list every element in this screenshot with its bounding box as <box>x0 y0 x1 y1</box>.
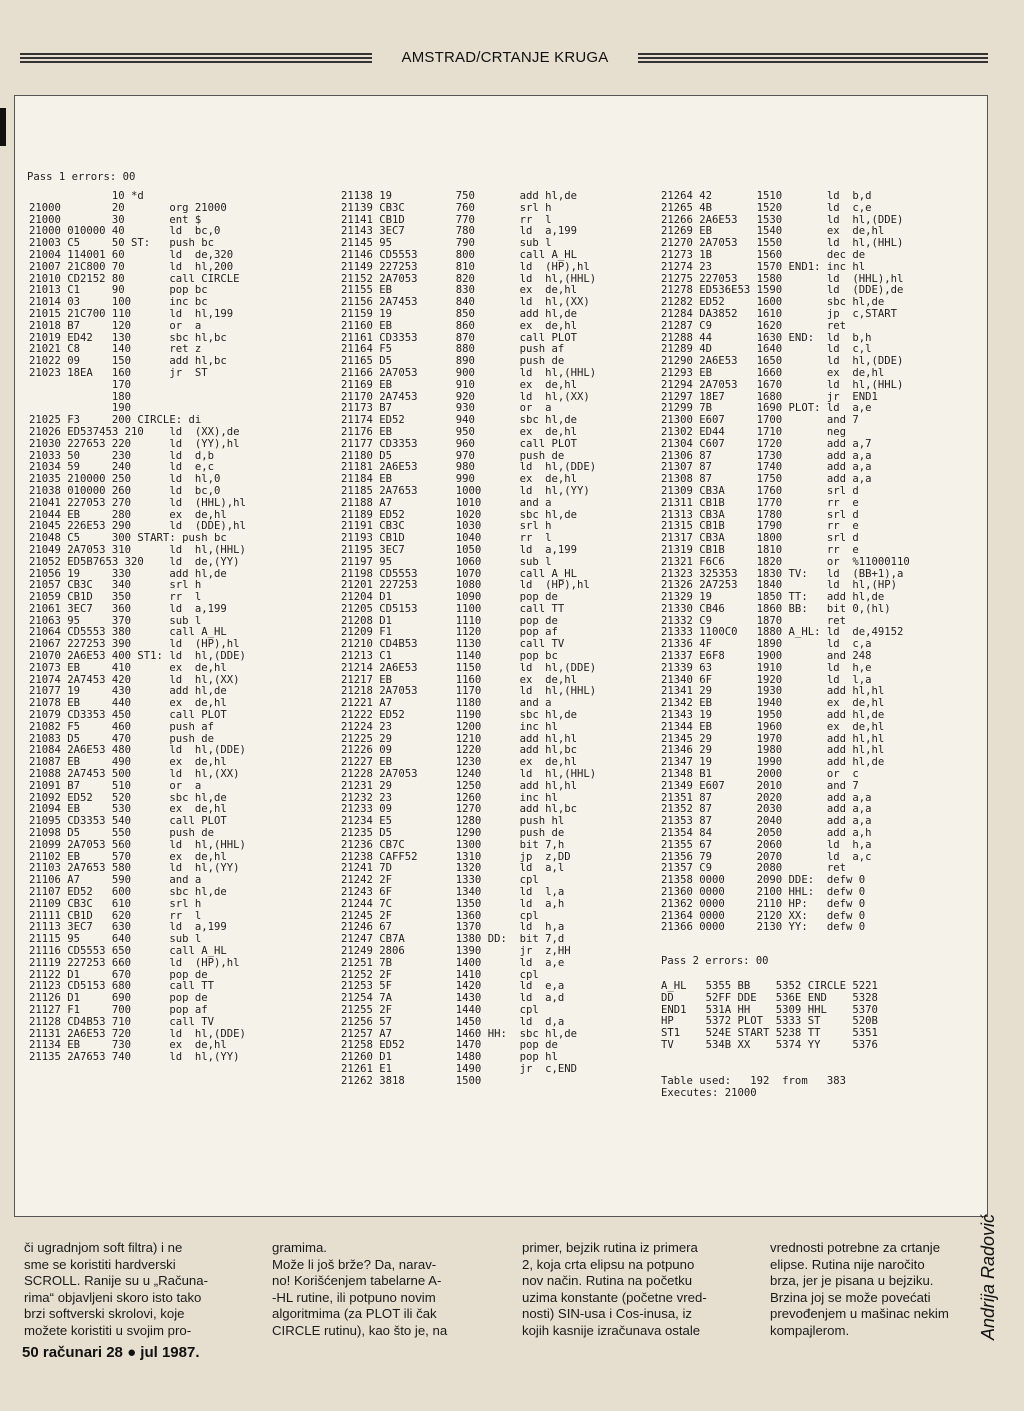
code-line: 21315 CB1B 1790 rr e <box>661 520 859 533</box>
code-line: 10 *d <box>29 190 144 202</box>
code-line: 21025 F3 200 CIRCLE: di <box>29 414 202 427</box>
code-line: 21278 ED536E53 1590 ld (DDE),de <box>661 284 904 297</box>
code-line: 21266 2A6E53 1530 ld hl,(DDE) <box>661 213 904 226</box>
code-line: 21306 87 1730 add a,a <box>661 449 872 462</box>
code-line: 21166 2A7053 900 ld hl,(HHL) <box>341 366 597 379</box>
code-line: 21077 19 430 add hl,de <box>29 685 227 698</box>
code-line: 21234 E5 1280 push hl <box>341 815 565 828</box>
code-line: DD 52FF DDE 536E END 5328 <box>661 991 878 1004</box>
code-line: 21256 57 1450 ld d,a <box>341 1015 565 1028</box>
code-line: 21246 67 1370 ld h,a <box>341 921 565 934</box>
code-line: 170 <box>29 378 132 391</box>
author-credit: Andrija Radović <box>978 1213 998 1340</box>
code-line: 21122 D1 670 pop de <box>29 968 208 981</box>
text-line: či ugradnjom soft filtra) i ne <box>24 1240 183 1255</box>
article-column-1 <box>24 1240 252 1340</box>
code-line: 21247 CB7A 1380 DD: bit 7,d <box>341 933 565 946</box>
article-column-3 <box>522 1240 750 1340</box>
text-line: možete koristiti u svojim pro- <box>24 1322 192 1338</box>
code-line: 21304 C607 1720 add a,7 <box>661 437 872 450</box>
text-line: brza, jer je pisana u bejziku. <box>770 1273 934 1289</box>
code-line: 21091 B7 510 or a <box>29 779 202 792</box>
header-rule-left <box>20 53 372 63</box>
code-line: 21284 DA3852 1610 jp c,START <box>661 307 897 320</box>
code-line: 21210 CD4B53 1130 call TV <box>341 638 565 651</box>
code-line: 21174 ED52 940 sbc hl,de <box>341 414 577 427</box>
code-line: 21078 EB 440 ex de,hl <box>29 697 227 710</box>
code-line: 21092 ED52 520 sbc hl,de <box>29 791 227 804</box>
code-line: 21245 2F 1360 cpl <box>341 909 539 922</box>
code-line: 21128 CD4B53 710 call TV <box>29 1015 214 1028</box>
code-line: 21213 C1 1140 pop bc <box>341 650 558 663</box>
code-line: 21297 18E7 1680 jr END1 <box>661 390 878 403</box>
code-line: 21226 09 1220 add hl,bc <box>341 744 577 757</box>
code-line: 21146 CD5553 800 call A_HL <box>341 248 577 261</box>
code-line: 21249 2806 1390 jr z,HH <box>341 945 571 957</box>
code-line: 21302 ED44 1710 neg <box>661 425 846 438</box>
code-line: 21160 EB 860 ex de,hl <box>341 319 577 332</box>
code-line: 21282 ED52 1600 sbc hl,de <box>661 296 885 309</box>
code-line: 21242 2F 1330 cpl <box>341 874 539 887</box>
code-line: 21111 CB1D 620 rr l <box>29 909 202 922</box>
code-line: 21253 5F 1420 ld e,a <box>341 980 565 993</box>
header-banner <box>20 48 988 68</box>
code-line: 21287 C9 1620 ret <box>661 319 846 332</box>
code-line: 21218 2A7053 1170 ld hl,(HHL) <box>341 685 597 698</box>
code-line: 21307 87 1740 add a,a <box>661 461 872 474</box>
code-line: 21145 95 790 sub l <box>341 237 552 250</box>
code-line: 21021 C8 140 ret z <box>29 343 202 356</box>
code-line: 21018 B7 120 or a <box>29 319 202 332</box>
code-line: 21170 2A7453 920 ld hl,(XX) <box>341 390 590 403</box>
code-line: 21221 A7 1180 and a <box>341 697 552 710</box>
code-line: 21173 B7 930 or a <box>341 402 552 415</box>
code-line: 21014 03 100 inc bc <box>29 296 208 309</box>
code-line: 21308 87 1750 add a,a <box>661 473 872 486</box>
code-line: 21214 2A6E53 1150 ld hl,(DDE) <box>341 661 597 674</box>
code-line: 21244 7C 1350 ld a,h <box>341 897 565 910</box>
code-line: 21289 4D 1640 ld c,l <box>661 343 872 356</box>
code-line: 21224 23 1200 inc hl <box>341 720 558 733</box>
code-line: 21193 CB1D 1040 rr l <box>341 532 552 545</box>
code-line: 21103 2A7653 580 ld hl,(YY) <box>29 862 240 875</box>
text-line: no! Korišćenjem tabelarne A- <box>272 1273 442 1289</box>
code-line: 21352 87 2030 add a,a <box>661 803 872 816</box>
header-rule-right <box>638 53 988 63</box>
code-line: 21347 19 1990 add hl,de <box>661 756 885 769</box>
page-edge-mark <box>0 108 6 146</box>
listing-column-2 <box>341 191 596 1088</box>
text-line: Može li još brže? Da, narav- <box>272 1256 437 1272</box>
code-line: 21299 7B 1690 PLOT: ld a,e <box>661 402 872 415</box>
code-line: 21326 2A7253 1840 ld hl,(HP) <box>661 579 897 592</box>
code-line: 21261 E1 1490 jr c,END <box>341 1062 577 1075</box>
code-line: 21095 CD3353 540 call PLOT <box>29 815 227 828</box>
code-line: 21222 ED52 1190 sbc hl,de <box>341 709 577 722</box>
code-line: 21165 D5 890 push de <box>341 355 565 368</box>
listing-frame <box>14 95 988 1217</box>
code-line: 21231 29 1250 add hl,hl <box>341 779 577 792</box>
code-line: 21201 227253 1080 ld (HP),hl <box>341 579 590 592</box>
code-line: 21341 29 1930 add hl,hl <box>661 685 885 698</box>
code-line: 21275 227053 1580 ld (HHL),hl <box>661 272 904 285</box>
code-line: 21362 0000 2110 HP: defw 0 <box>661 897 866 910</box>
text-line: SCROLL. Ranije su u „Računa- <box>24 1273 208 1289</box>
code-line: 21000 010000 40 ld bc,0 <box>29 225 221 238</box>
code-line: 21343 19 1950 add hl,de <box>661 709 885 722</box>
code-line: 21360 0000 2100 HHL: defw 0 <box>661 886 866 899</box>
code-line: 21106 A7 590 and a <box>29 874 202 887</box>
code-line: 21102 EB 570 ex de,hl <box>29 850 227 863</box>
code-line: 21084 2A6E53 480 ld hl,(DDE) <box>29 744 246 757</box>
text-line: elipse. Rutina nije naročito <box>770 1256 925 1272</box>
code-line: 21019 ED42 130 sbc hl,bc <box>29 331 227 344</box>
code-line: 21015 21C700 110 ld hl,199 <box>29 307 234 320</box>
code-line: 21188 A7 1010 and a <box>341 496 552 509</box>
code-line: 21177 CD3353 960 call PLOT <box>341 437 577 450</box>
code-line: 21274 23 1570 END1: inc hl <box>661 260 866 273</box>
code-line: 21262 3818 1500 <box>341 1074 482 1087</box>
table-used-line: Table used: 192 from 383 <box>661 1075 846 1087</box>
code-line: 21113 3EC7 630 ld a,199 <box>29 921 227 934</box>
text-line: vrednosti potrebne za crtanje <box>770 1240 941 1255</box>
code-line: 21116 CD5553 650 call A_HL <box>29 945 227 957</box>
code-line: ST1 524E START 5238 TT 5351 <box>661 1027 878 1040</box>
listing-column-3 <box>661 191 910 934</box>
code-line: 21073 EB 410 ex de,hl <box>29 661 227 674</box>
code-line: 21082 F5 460 push af <box>29 720 214 733</box>
code-line: 21164 F5 880 push af <box>341 343 565 356</box>
code-line: 21033 50 230 ld d,b <box>29 449 214 462</box>
page-title: AMSTRAD/CRTANJE KRUGA <box>401 49 609 66</box>
code-line: 21251 7B 1400 ld a,e <box>341 956 565 969</box>
code-line: 21083 D5 470 push de <box>29 732 214 745</box>
code-line: A_HL 5355 BB 5352 CIRCLE 5221 <box>661 980 878 992</box>
code-line: 21319 CB1B 1810 rr e <box>661 543 859 556</box>
code-line: 21217 EB 1160 ex de,hl <box>341 673 577 686</box>
code-line: 21074 2A7453 420 ld hl,(XX) <box>29 673 240 686</box>
code-line: 21309 CB3A 1760 srl d <box>661 484 859 497</box>
code-line: 21149 227253 810 ld (HP),hl <box>341 260 590 273</box>
code-line: 21288 44 1630 END: ld b,h <box>661 331 872 344</box>
code-line: 21155 EB 830 ex de,hl <box>341 284 577 297</box>
code-line: 21225 29 1210 add hl,hl <box>341 732 577 745</box>
code-line: 21034 59 240 ld e,c <box>29 461 214 474</box>
text-line: prevođenjem u mašinac nekim <box>770 1306 949 1322</box>
code-line: 21264 42 1510 ld b,d <box>661 190 872 202</box>
code-line: 21258 ED52 1470 pop de <box>341 1039 558 1052</box>
code-line: 21000 30 ent $ <box>29 213 202 226</box>
code-line: 21048 C5 300 START: push bc <box>29 532 227 545</box>
code-line: 21348 B1 2000 or c <box>661 768 859 781</box>
code-line: 21337 E6F8 1900 and 248 <box>661 650 872 663</box>
code-line: 21233 09 1270 add hl,bc <box>341 803 577 816</box>
code-line: 21357 C9 2080 ret <box>661 862 846 875</box>
text-line: primer, bejzik rutina iz primera <box>522 1240 698 1255</box>
code-line: 21232 23 1260 inc hl <box>341 791 558 804</box>
code-line: 21317 CB3A 1800 srl d <box>661 532 859 545</box>
code-line: 21052 ED5B7653 320 ld de,(YY) <box>29 555 240 568</box>
text-line: 2, koja crta elipsu na potpuno <box>522 1256 695 1272</box>
code-line: 21270 2A7053 1550 ld hl,(HHL) <box>661 237 904 250</box>
code-line: 21321 F6C6 1820 or %11000110 <box>661 555 910 568</box>
code-line: 21000 20 org 21000 <box>29 201 227 214</box>
code-line: 21273 1B 1560 dec de <box>661 248 866 261</box>
text-line: kompajlerom. <box>770 1322 850 1338</box>
code-line: 21354 84 2050 add a,h <box>661 827 872 840</box>
listing-column-1 <box>29 191 246 1064</box>
code-line: 21332 C9 1870 ret <box>661 614 846 627</box>
code-line: 21059 CB1D 350 rr l <box>29 591 202 604</box>
code-line: 21134 EB 730 ex de,hl <box>29 1039 227 1052</box>
code-line: 21038 010000 260 ld bc,0 <box>29 484 221 497</box>
code-line: 21364 0000 2120 XX: defw 0 <box>661 909 866 922</box>
code-line: 21353 87 2040 add a,a <box>661 815 872 828</box>
page-footer: 50 računari 28 ● jul 1987. <box>22 1344 200 1361</box>
code-line: 21204 D1 1090 pop de <box>341 591 558 604</box>
code-line: END1 531A HH 5309 HHL 5370 <box>661 1003 878 1016</box>
text-line: algoritmima (za PLOT ili čak <box>272 1306 437 1322</box>
text-line: -HL rutine, ili potpuno novim <box>272 1289 436 1305</box>
code-line: 21139 CB3C 760 srl h <box>341 201 552 214</box>
text-line: uzima konstante (početne vred- <box>522 1289 707 1305</box>
code-line: 21004 114001 60 ld de,320 <box>29 248 234 261</box>
code-line: 21064 CD5553 380 call A_HL <box>29 626 227 639</box>
code-line: 21269 EB 1540 ex de,hl <box>661 225 885 238</box>
code-line: 21191 CB3C 1030 srl h <box>341 520 552 533</box>
code-line: 21143 3EC7 780 ld a,199 <box>341 225 577 238</box>
code-line: 21152 2A7053 820 ld hl,(HHL) <box>341 272 597 285</box>
code-line: 21131 2A6E53 720 ld hl,(DDE) <box>29 1027 246 1040</box>
code-line: 21340 6F 1920 ld l,a <box>661 673 872 686</box>
code-line: 21169 EB 910 ex de,hl <box>341 378 577 391</box>
symbol-table <box>661 981 878 1052</box>
listing-summary <box>661 1076 846 1100</box>
code-line: 21035 210000 250 ld hl,0 <box>29 473 221 486</box>
code-line: 21236 CB7C 1300 bit 7,h <box>341 838 565 851</box>
code-line: 21023 18EA 160 jr ST <box>29 366 208 379</box>
code-line: 21007 21C800 70 ld hl,200 <box>29 260 234 273</box>
code-line: 21290 2A6E53 1650 ld hl,(DDE) <box>661 355 904 368</box>
code-line: 21300 E607 1700 and 7 <box>661 414 859 427</box>
code-line: 21344 EB 1960 ex de,hl <box>661 720 885 733</box>
code-line: 21255 2F 1440 cpl <box>341 1003 539 1016</box>
code-line: 21197 95 1060 sub l <box>341 555 552 568</box>
text-line: rima“ objavljeni skoro isto tako <box>24 1289 202 1305</box>
code-line: 21067 227253 390 ld (HP),hl <box>29 638 240 651</box>
code-line: 21333 1100C0 1880 A_HL: ld de,49152 <box>661 626 904 639</box>
code-line: 21205 CD5153 1100 call TT <box>341 602 565 615</box>
code-line: 21026 ED537453 210 ld (XX),de <box>29 425 240 438</box>
code-line: 21161 CD3353 870 call PLOT <box>341 331 577 344</box>
code-line: 21109 CB3C 610 srl h <box>29 897 202 910</box>
code-line: 21087 EB 490 ex de,hl <box>29 756 227 769</box>
code-line: 21195 3EC7 1050 ld a,199 <box>341 543 577 556</box>
code-line: 21022 09 150 add hl,bc <box>29 355 227 368</box>
code-line: 21329 19 1850 TT: add hl,de <box>661 591 885 604</box>
code-line: TV 534B XX 5374 YY 5376 <box>661 1038 878 1051</box>
code-line: 21265 4B 1520 ld c,e <box>661 201 872 214</box>
code-line: 21156 2A7453 840 ld hl,(XX) <box>341 296 590 309</box>
code-line: 21209 F1 1120 pop af <box>341 626 558 639</box>
code-line: 21181 2A6E53 980 ld hl,(DDE) <box>341 461 597 474</box>
article-column-2 <box>272 1240 500 1340</box>
code-line: 21198 CD5553 1070 call A_HL <box>341 567 577 580</box>
article-column-4 <box>770 1240 986 1340</box>
code-line: 21227 EB 1230 ex de,hl <box>341 756 577 769</box>
code-line: 21045 226E53 290 ld (DDE),hl <box>29 520 246 533</box>
code-line: 21238 CAFF52 1310 jp z,DD <box>341 850 571 863</box>
code-line: 21123 CD5153 680 call TT <box>29 980 214 993</box>
code-line: 21235 D5 1290 push de <box>341 827 565 840</box>
text-line: brzi softverski skrolovi, koje <box>24 1306 185 1322</box>
code-line: 21079 CD3353 450 call PLOT <box>29 709 227 722</box>
code-line: 21176 EB 950 ex de,hl <box>341 425 577 438</box>
code-line: 21252 2F 1410 cpl <box>341 968 539 981</box>
code-line: 21260 D1 1480 pop hl <box>341 1051 558 1064</box>
code-line: 21126 D1 690 pop de <box>29 992 208 1005</box>
code-line: 21010 CD2152 80 call CIRCLE <box>29 272 240 285</box>
code-line: 21313 CB3A 1780 srl d <box>661 508 859 521</box>
code-line: 21293 EB 1660 ex de,hl <box>661 366 885 379</box>
code-line: 21294 2A7053 1670 ld hl,(HHL) <box>661 378 904 391</box>
code-line: 21243 6F 1340 ld l,a <box>341 886 565 899</box>
code-line: 190 <box>29 402 132 415</box>
executes-line: Executes: 21000 <box>661 1086 757 1099</box>
code-line: 21228 2A7053 1240 ld hl,(HHL) <box>341 768 597 781</box>
text-line: nosti) SIN-usa i Cos-inusa, iz <box>522 1306 693 1322</box>
code-line: 21366 0000 2130 YY: defw 0 <box>661 921 866 934</box>
code-line: 21189 ED52 1020 sbc hl,de <box>341 508 577 521</box>
code-line: 21049 2A7053 310 ld hl,(HHL) <box>29 543 246 556</box>
code-line: 21099 2A7053 560 ld hl,(HHL) <box>29 838 246 851</box>
code-line: 21349 E607 2010 and 7 <box>661 779 859 792</box>
code-line: 21127 F1 700 pop af <box>29 1003 208 1016</box>
code-line: 21115 95 640 sub l <box>29 933 202 946</box>
code-line: 180 <box>29 390 132 403</box>
code-line: 21041 227053 270 ld (HHL),hl <box>29 496 246 509</box>
text-line: sme se koristiti hardverski <box>24 1256 176 1272</box>
code-line: 21351 87 2020 add a,a <box>661 791 872 804</box>
code-line: 21180 D5 970 push de <box>341 449 565 462</box>
code-line: 21098 D5 550 push de <box>29 827 214 840</box>
text-line: gramima. <box>272 1240 327 1255</box>
code-line: 21241 7D 1320 ld a,l <box>341 862 565 875</box>
code-line: 21107 ED52 600 sbc hl,de <box>29 886 227 899</box>
code-line: 21119 227253 660 ld (HP),hl <box>29 956 240 969</box>
code-line: 21056 19 330 add hl,de <box>29 567 227 580</box>
code-line: 21257 A7 1460 HH: sbc hl,de <box>341 1027 577 1040</box>
text-line: nov način. Rutina na početku <box>522 1273 693 1289</box>
code-line: 21311 CB1B 1770 rr e <box>661 496 859 509</box>
code-line: 21030 227653 220 ld (YY),hl <box>29 437 240 450</box>
code-line: 21336 4F 1890 ld c,a <box>661 638 872 651</box>
code-line: 21323 325353 1830 TV: ld (BB+1),a <box>661 567 904 580</box>
code-line: 21356 79 2070 ld a,c <box>661 850 872 863</box>
code-line: 21063 95 370 sub l <box>29 614 202 627</box>
pass2-errors: Pass 2 errors: 00 <box>661 955 769 967</box>
code-line: 21044 EB 280 ex de,hl <box>29 508 227 521</box>
code-line: 21355 67 2060 ld h,a <box>661 838 872 851</box>
code-line: 21185 2A7653 1000 ld hl,(YY) <box>341 484 590 497</box>
code-line: 21070 2A6E53 400 ST1: ld hl,(DDE) <box>29 650 246 663</box>
code-line: 21013 C1 90 pop bc <box>29 284 208 297</box>
text-line: Brzina joj se može povećati <box>770 1289 931 1305</box>
pass1-errors: Pass 1 errors: 00 <box>27 171 136 183</box>
code-line: 21358 0000 2090 DDE: defw 0 <box>661 874 866 887</box>
code-line: 21159 19 850 add hl,de <box>341 307 577 320</box>
code-line: 21184 EB 990 ex de,hl <box>341 473 577 486</box>
code-line: 21254 7A 1430 ld a,d <box>341 992 565 1005</box>
code-line: 21135 2A7653 740 ld hl,(YY) <box>29 1051 240 1064</box>
code-line: 21345 29 1970 add hl,hl <box>661 732 885 745</box>
code-line: 21088 2A7453 500 ld hl,(XX) <box>29 768 240 781</box>
code-line: 21330 CB46 1860 BB: bit 0,(hl) <box>661 602 891 615</box>
code-line: 21339 63 1910 ld h,e <box>661 661 872 674</box>
code-line: 21061 3EC7 360 ld a,199 <box>29 602 227 615</box>
code-line: HP 5372 PLOT 5333 ST 520B <box>661 1015 878 1028</box>
code-line: 21342 EB 1940 ex de,hl <box>661 697 885 710</box>
text-line: kojih kasnije izračunava ostale <box>522 1322 701 1338</box>
text-line: CIRCLE rutinu), kao što je, na <box>272 1322 448 1338</box>
code-line: 21057 CB3C 340 srl h <box>29 579 202 592</box>
code-line: 21003 C5 50 ST: push bc <box>29 237 214 250</box>
code-line: 21094 EB 530 ex de,hl <box>29 803 227 816</box>
code-line: 21138 19 750 add hl,de <box>341 190 577 202</box>
code-line: 21141 CB1D 770 rr l <box>341 213 552 226</box>
code-line: 21208 D1 1110 pop de <box>341 614 558 627</box>
code-line: 21346 29 1980 add hl,hl <box>661 744 885 757</box>
